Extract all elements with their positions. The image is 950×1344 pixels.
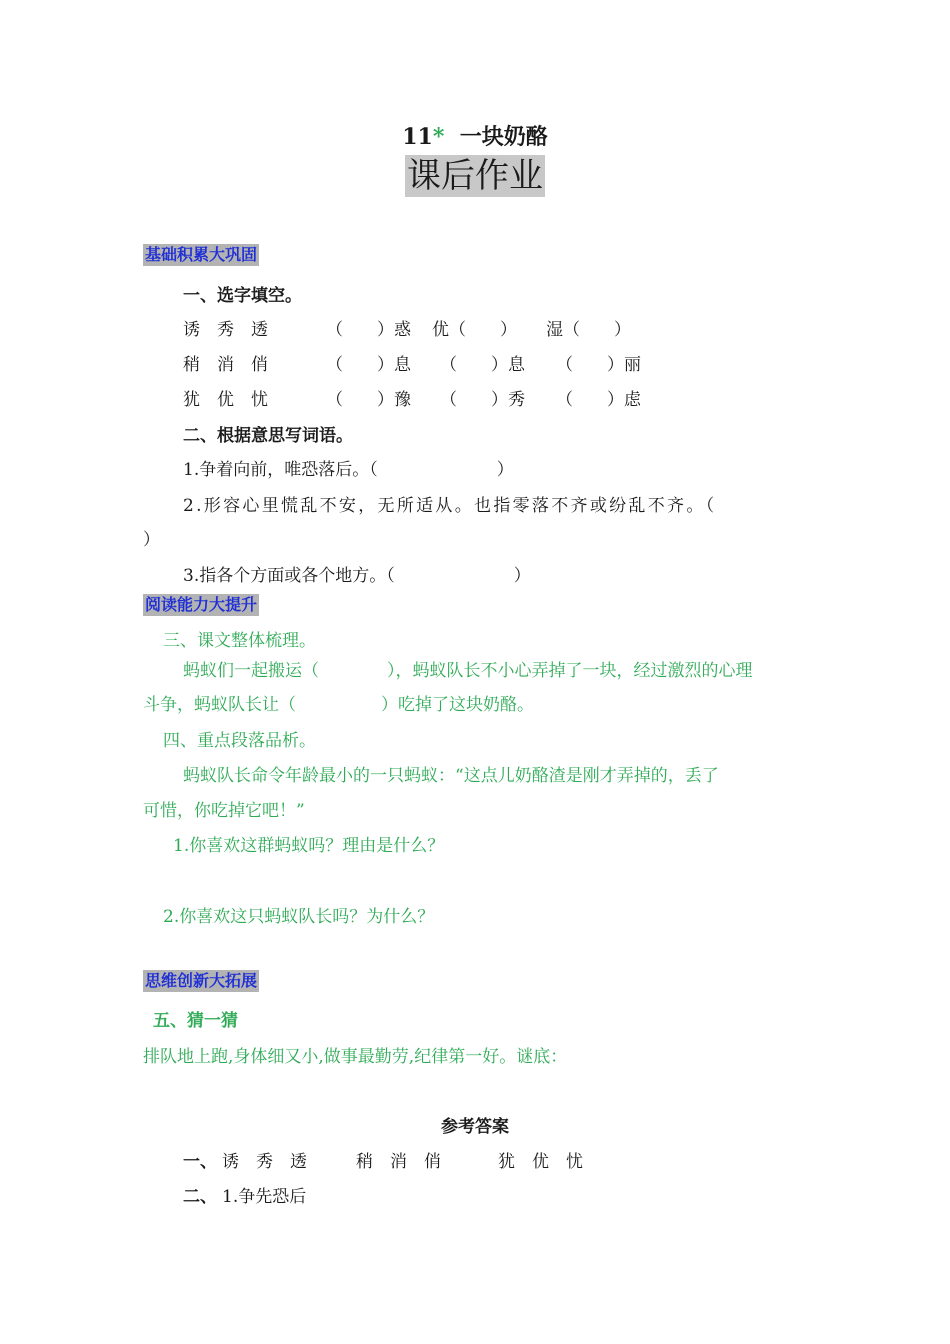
q2-item-2-line-1: 2.形容心里慌乱不安，无所适从。也指零落不齐或纷乱不齐。（ (183, 496, 717, 516)
page-subtitle: 课后作业 (407, 156, 543, 196)
section-banner-reading: 阅读能力大提升 (145, 595, 258, 614)
answers-group-2: 稍 消 俏 (356, 1152, 441, 1172)
section-banner-basic: 基础积累大巩固 (145, 245, 258, 264)
q1-row-2-item-1: （ ）息 (326, 355, 411, 375)
q1-row-2-item-3: （ ）丽 (556, 355, 641, 375)
section-banner-thinking: 思维创新大拓展 (145, 971, 258, 990)
q1-row-1-group: 诱 秀 透 (183, 320, 268, 340)
lesson-title: 一块奶酪 (459, 124, 548, 150)
q3-line-1: 蚂蚁们一起搬运（ ），蚂蚁队长不小心弄掉了一块，经过激烈的心理 (183, 661, 753, 681)
answers-group-3: 犹 优 忧 (498, 1152, 583, 1172)
q4-quote-line-1: 蚂蚁队长命令年龄最小的一只蚂蚁：“这点儿奶酪渣是刚才弄掉的，丢了 (183, 766, 719, 786)
q1-row-3-item-3: （ ）虑 (556, 390, 641, 410)
q1-row-3-group: 犹 优 忧 (183, 390, 268, 410)
q2-item-1: 1.争着向前，唯恐落后。（ ） (183, 460, 514, 480)
star-icon: * (432, 124, 445, 150)
q2-heading: 二、根据意思写词语。 (183, 426, 353, 446)
q4-quote-line-2: 可惜，你吃掉它吧！” (143, 801, 305, 821)
q2-item-3: 3.指各个方面或各个地方。（ ） (183, 566, 531, 586)
q1-row-3-item-2: （ ）秀 (440, 390, 525, 410)
q1-heading: 一、选字填空。 (183, 286, 302, 306)
q1-row-2-item-2: （ ）息 (440, 355, 525, 375)
q4-item-2: 2.你喜欢这只蚂蚁队长吗？为什么？ (163, 907, 435, 927)
q1-row-1-item-1: （ ）惑 (326, 320, 411, 340)
page-title (0, 120, 950, 151)
answers-title: 参考答案 (441, 1117, 509, 1137)
q1-row-1-item-2: 优（ ） (432, 320, 517, 340)
q5-riddle: 排队地上跑,身体细又小,做事最勤劳,纪律第一好。谜底： (143, 1047, 568, 1067)
q5-heading: 五、猜一猜 (153, 1011, 238, 1031)
q4-item-1: 1.你喜欢这群蚂蚁吗？理由是什么？ (173, 836, 445, 856)
answers-line-1-label: 一、 (183, 1152, 217, 1172)
q1-row-2-group: 稍 消 俏 (183, 355, 268, 375)
q1-row-1-item-3: 湿（ ） (546, 320, 631, 340)
q3-heading: 三、课文整体梳理。 (163, 631, 316, 651)
q2-item-2-line-2: ） (143, 530, 160, 550)
answers-line-2-label: 二、 (183, 1187, 217, 1207)
q1-row-3-item-1: （ ）豫 (326, 390, 411, 410)
q4-heading: 四、重点段落品析。 (163, 731, 316, 751)
lesson-number: 11 (402, 124, 433, 150)
q3-line-2: 斗争，蚂蚁队长让（ ）吃掉了这块奶酪。 (143, 695, 534, 715)
answers-line-2-text: 1.争先恐后 (222, 1187, 307, 1207)
answers-group-1: 诱 秀 透 (222, 1152, 307, 1172)
subtitle-wrap (0, 155, 950, 197)
